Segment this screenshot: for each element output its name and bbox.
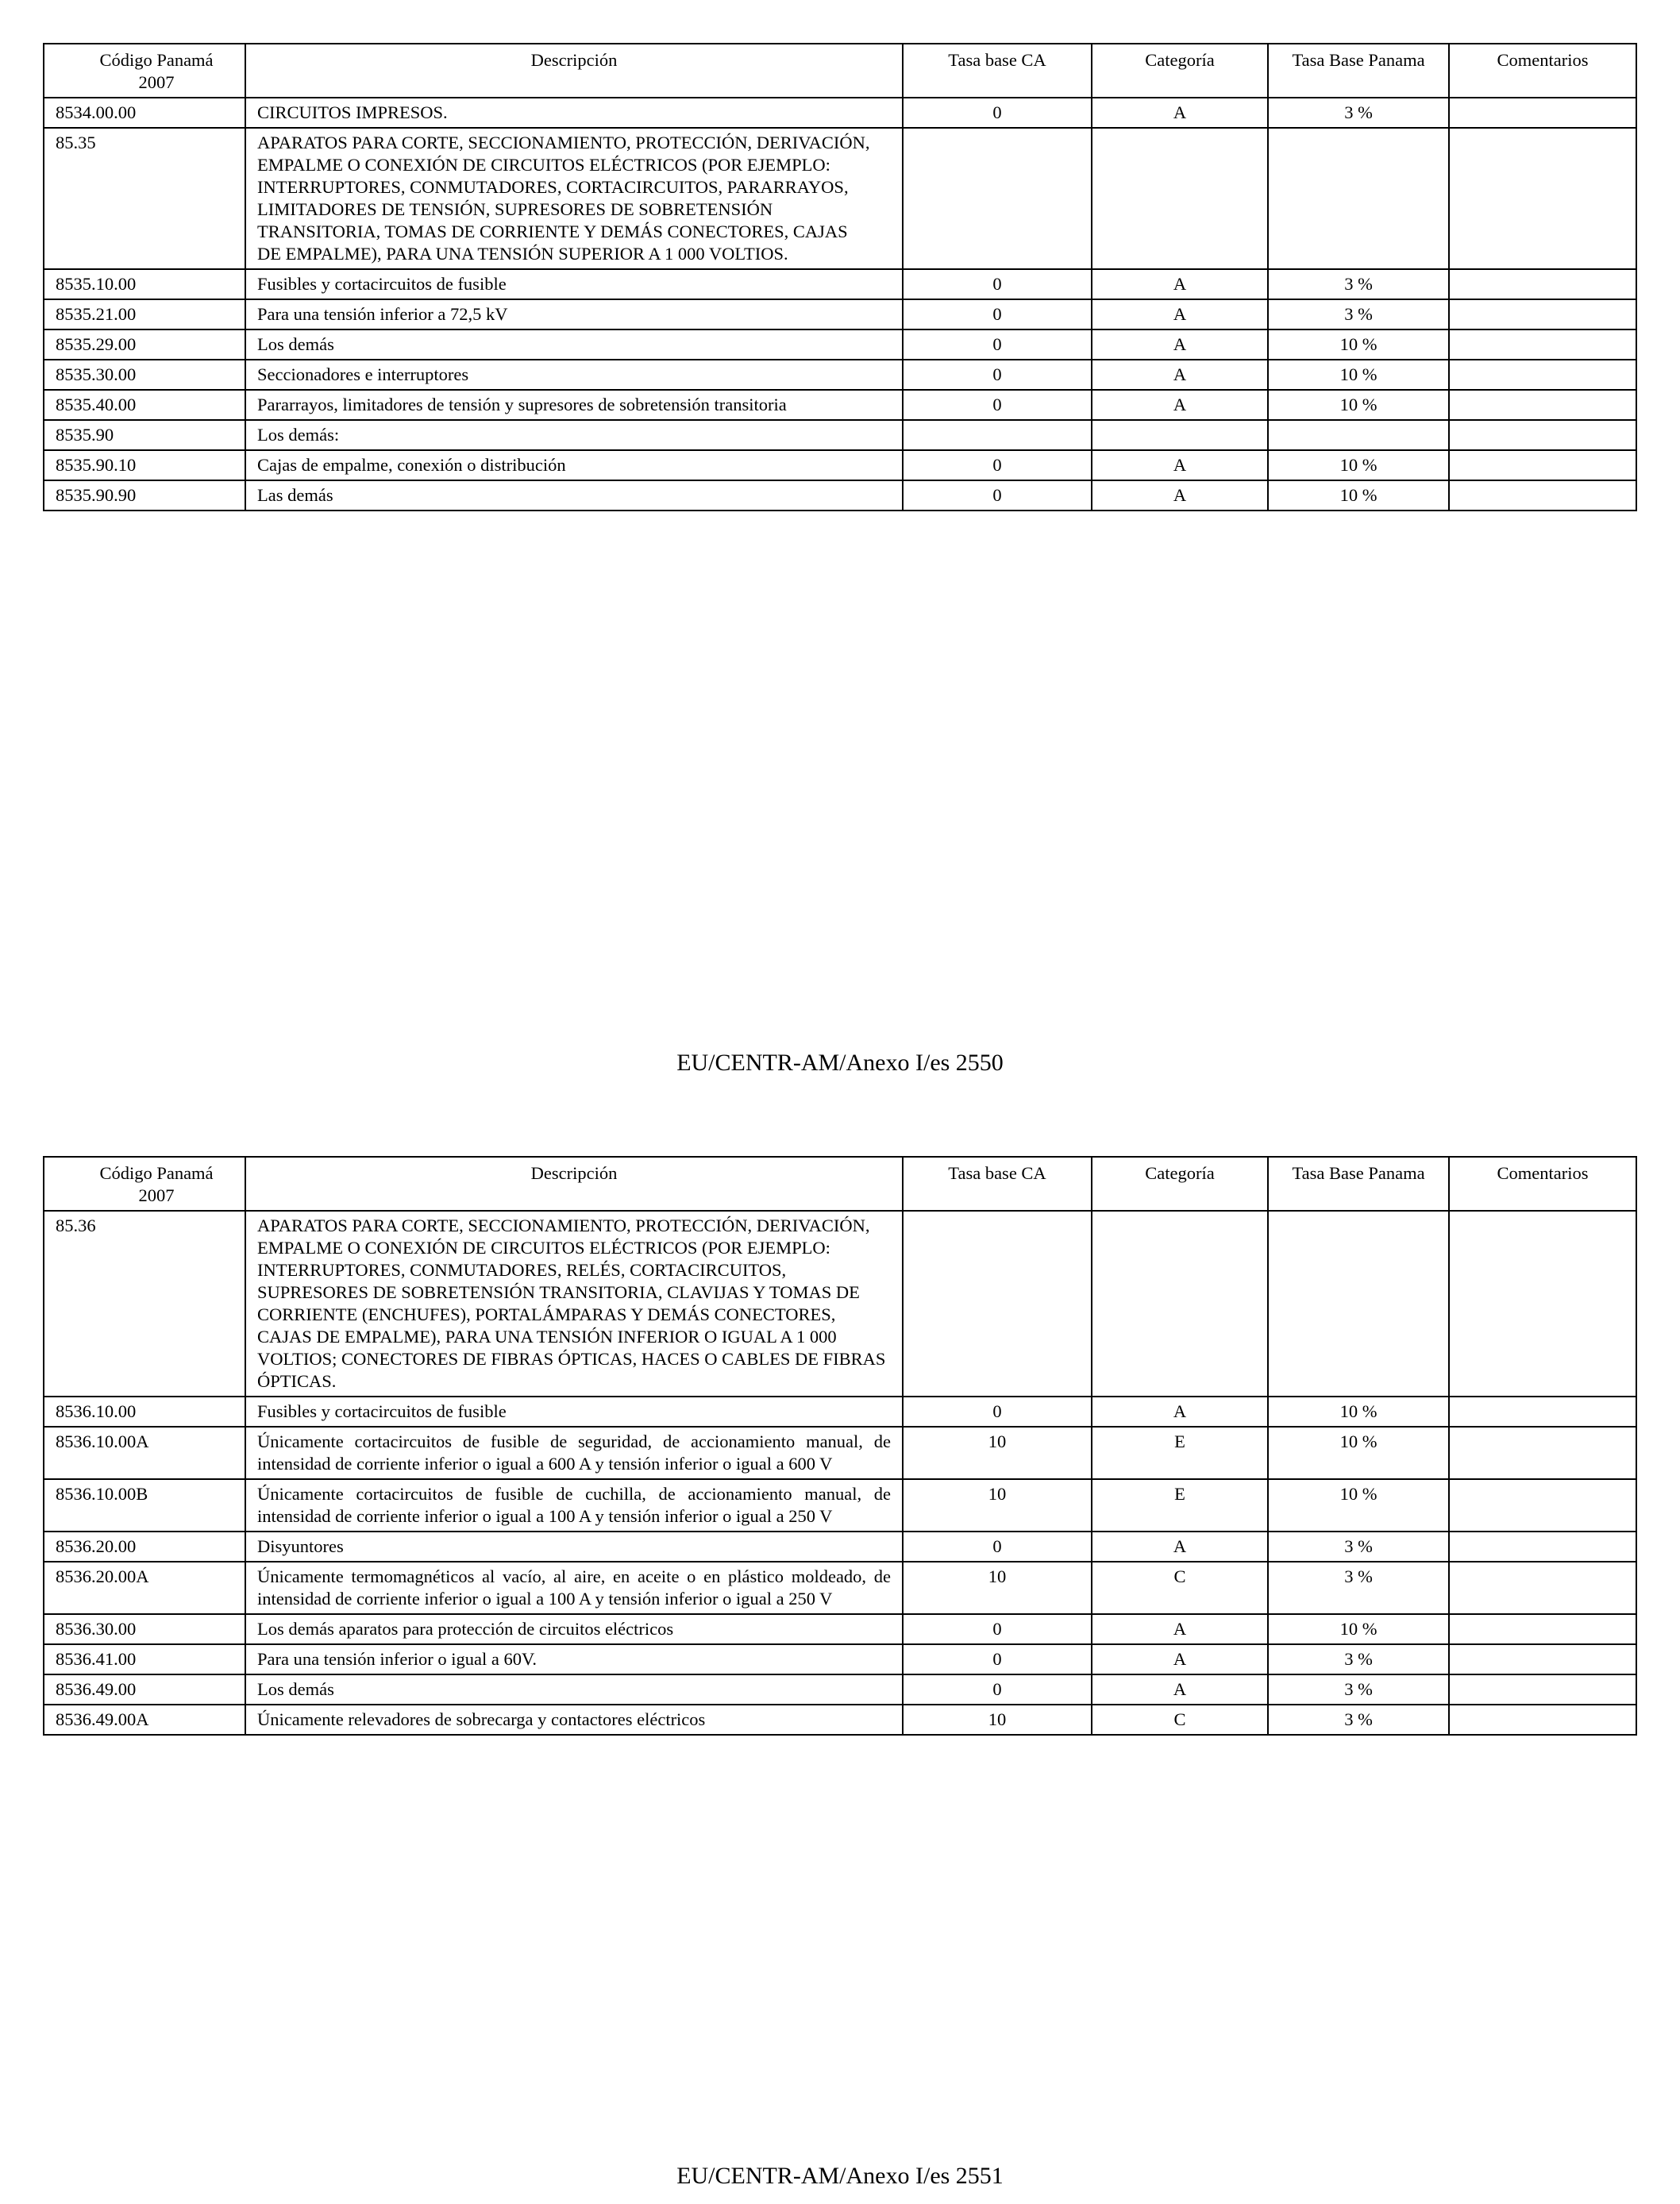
cell-code: 8535.90.10 xyxy=(44,450,245,480)
cell-rate-ca xyxy=(903,128,1092,269)
table-row xyxy=(44,390,1636,420)
cell-comments xyxy=(1449,450,1636,480)
table-row xyxy=(44,1397,1636,1427)
cell-category: A xyxy=(1092,1397,1268,1427)
cell-code: 8535.21.00 xyxy=(44,299,245,329)
tariff-table-page-2551 xyxy=(43,1156,1637,1736)
cell-description: Cajas de empalme, conexión o distribución xyxy=(245,450,903,480)
table-row xyxy=(44,420,1636,450)
cell-rate-panama: 10 % xyxy=(1268,480,1449,511)
table-row xyxy=(44,128,1636,269)
cell-rate-panama: 3 % xyxy=(1268,1705,1449,1735)
table-row xyxy=(44,299,1636,329)
table-row xyxy=(44,269,1636,299)
cell-rate-panama: 10 % xyxy=(1268,450,1449,480)
table-row xyxy=(44,360,1636,390)
cell-comments xyxy=(1449,420,1636,450)
cell-comments xyxy=(1449,98,1636,128)
cell-rate-ca xyxy=(903,420,1092,450)
cell-comments xyxy=(1449,128,1636,269)
cell-code: 8535.90.90 xyxy=(44,480,245,511)
cell-category: E xyxy=(1092,1427,1268,1479)
cell-comments xyxy=(1449,1479,1636,1532)
cell-rate-panama: 3 % xyxy=(1268,98,1449,128)
cell-category: A xyxy=(1092,269,1268,299)
cell-comments xyxy=(1449,1674,1636,1705)
cell-code: 8536.49.00 xyxy=(44,1674,245,1705)
cell-comments xyxy=(1449,1614,1636,1644)
table-row xyxy=(44,329,1636,360)
cell-description: CIRCUITOS IMPRESOS. xyxy=(245,98,903,128)
cell-rate-ca: 0 xyxy=(903,269,1092,299)
cell-rate-panama: 10 % xyxy=(1268,1479,1449,1532)
cell-rate-ca: 0 xyxy=(903,329,1092,360)
cell-rate-ca: 0 xyxy=(903,450,1092,480)
cell-category: C xyxy=(1092,1562,1268,1614)
cell-category: A xyxy=(1092,1644,1268,1674)
cell-rate-panama: 10 % xyxy=(1268,1614,1449,1644)
cell-rate-panama xyxy=(1268,1211,1449,1397)
cell-code: 8534.00.00 xyxy=(44,98,245,128)
header-code: Código Panamá 2007 xyxy=(44,1157,245,1211)
cell-comments xyxy=(1449,329,1636,360)
cell-comments xyxy=(1449,1532,1636,1562)
cell-description: Para una tensión inferior o igual a 60V. xyxy=(245,1644,903,1674)
cell-code: 8536.10.00 xyxy=(44,1397,245,1427)
cell-rate-panama: 10 % xyxy=(1268,390,1449,420)
table-row xyxy=(44,98,1636,128)
cell-rate-ca: 0 xyxy=(903,390,1092,420)
table-row xyxy=(44,1479,1636,1532)
cell-code: 8536.10.00B xyxy=(44,1479,245,1532)
header-category: Categoría xyxy=(1092,44,1268,98)
header-rate-panama: Tasa Base Panama xyxy=(1268,44,1449,98)
table-row xyxy=(44,1614,1636,1644)
header-rate-panama: Tasa Base Panama xyxy=(1268,1157,1449,1211)
table-row xyxy=(44,1644,1636,1674)
cell-rate-ca xyxy=(903,1211,1092,1397)
cell-rate-ca: 0 xyxy=(903,98,1092,128)
cell-code: 8536.41.00 xyxy=(44,1644,245,1674)
header-comments: Comentarios xyxy=(1449,1157,1636,1211)
cell-code: 85.36 xyxy=(44,1211,245,1397)
cell-rate-panama: 3 % xyxy=(1268,1674,1449,1705)
cell-comments xyxy=(1449,360,1636,390)
cell-description: Pararrayos, limitadores de tensión y supresores de sobretensión transitoria xyxy=(245,390,903,420)
cell-category: A xyxy=(1092,1674,1268,1705)
cell-description: Los demás xyxy=(245,329,903,360)
cell-code: 8536.49.00A xyxy=(44,1705,245,1735)
cell-comments xyxy=(1449,390,1636,420)
header-rate-ca: Tasa base CA xyxy=(903,1157,1092,1211)
cell-description: Los demás xyxy=(245,1674,903,1705)
table-row xyxy=(44,480,1636,511)
cell-description: Las demás xyxy=(245,480,903,511)
cell-comments xyxy=(1449,1562,1636,1614)
header-code: Código Panamá 2007 xyxy=(44,44,245,98)
table-row xyxy=(44,1532,1636,1562)
cell-rate-panama: 3 % xyxy=(1268,269,1449,299)
table-row xyxy=(44,1211,1636,1397)
cell-description: Únicamente relevadores de sobrecarga y contactores eléctricos xyxy=(245,1705,903,1735)
cell-description: Únicamente cortacircuitos de fusible de seguridad, de accionamiento manual, de intensidad de corriente inferior o igual a 600 A y tensión inferior o igual a 600 V xyxy=(245,1427,903,1479)
cell-rate-ca: 0 xyxy=(903,1397,1092,1427)
cell-comments xyxy=(1449,269,1636,299)
table-row xyxy=(44,1562,1636,1614)
cell-rate-panama: 3 % xyxy=(1268,1644,1449,1674)
table-row xyxy=(44,1705,1636,1735)
cell-rate-ca: 0 xyxy=(903,480,1092,511)
cell-comments xyxy=(1449,1397,1636,1427)
header-description: Descripción xyxy=(245,1157,903,1211)
cell-description: Seccionadores e interruptores xyxy=(245,360,903,390)
tariff-table-page-2550 xyxy=(43,43,1637,511)
cell-description: Fusibles y cortacircuitos de fusible xyxy=(245,269,903,299)
cell-code: 8535.10.00 xyxy=(44,269,245,299)
cell-comments xyxy=(1449,299,1636,329)
cell-rate-ca: 0 xyxy=(903,1644,1092,1674)
cell-code: 8536.20.00 xyxy=(44,1532,245,1562)
cell-rate-panama: 10 % xyxy=(1268,360,1449,390)
cell-category: A xyxy=(1092,480,1268,511)
cell-code: 8535.30.00 xyxy=(44,360,245,390)
cell-rate-panama xyxy=(1268,420,1449,450)
cell-comments xyxy=(1449,1427,1636,1479)
cell-rate-panama: 10 % xyxy=(1268,1397,1449,1427)
header-comments: Comentarios xyxy=(1449,44,1636,98)
cell-rate-panama: 10 % xyxy=(1268,329,1449,360)
cell-category xyxy=(1092,1211,1268,1397)
cell-comments xyxy=(1449,1644,1636,1674)
cell-code: 8536.30.00 xyxy=(44,1614,245,1644)
cell-description: Los demás aparatos para protección de circuitos eléctricos xyxy=(245,1614,903,1644)
header-rate-ca: Tasa base CA xyxy=(903,44,1092,98)
cell-code: 8535.40.00 xyxy=(44,390,245,420)
cell-description: APARATOS PARA CORTE, SECCIONAMIENTO, PROTECCIÓN, DERIVACIÓN, EMPALME O CONEXIÓN DE CIRCUITOS ELÉCTRICOS (POR EJEMPLO: INTERRUPTORES, CONMUTADORES, CORTACIRCUITOS, PARARRAYOS, LIMITADORES DE TENSIÓN, SUPRESORES DE SOBRETENSIÓN TRANSITORIA, TOMAS DE CORRIENTE Y DEMÁS CONECTORES, CAJAS DE EMPALME), PARA UNA TENSIÓN SUPERIOR A 1 000 VOLTIOS. xyxy=(245,128,903,269)
cell-category: A xyxy=(1092,1614,1268,1644)
cell-rate-panama: 3 % xyxy=(1268,1562,1449,1614)
cell-code: 8535.29.00 xyxy=(44,329,245,360)
table-header-row xyxy=(44,1157,1636,1211)
cell-description: Los demás: xyxy=(245,420,903,450)
cell-description: Únicamente termomagnéticos al vacío, al aire, en aceite o en plástico moldeado, de intensidad de corriente inferior o igual a 100 A y tensión inferior o igual a 250 V xyxy=(245,1562,903,1614)
cell-comments xyxy=(1449,480,1636,511)
header-category: Categoría xyxy=(1092,1157,1268,1211)
header-description: Descripción xyxy=(245,44,903,98)
cell-category xyxy=(1092,128,1268,269)
cell-description: Fusibles y cortacircuitos de fusible xyxy=(245,1397,903,1427)
cell-rate-ca: 10 xyxy=(903,1705,1092,1735)
cell-rate-ca: 10 xyxy=(903,1562,1092,1614)
cell-rate-ca: 0 xyxy=(903,1674,1092,1705)
cell-category: A xyxy=(1092,98,1268,128)
table-row xyxy=(44,450,1636,480)
cell-description: APARATOS PARA CORTE, SECCIONAMIENTO, PROTECCIÓN, DERIVACIÓN, EMPALME O CONEXIÓN DE CIRCUITOS ELÉCTRICOS (POR EJEMPLO: INTERRUPTORES, CONMUTADORES, RELÉS, CORTACIRCUITOS, SUPRESORES DE SOBRETENSIÓN TRANSITORIA, CLAVIJAS Y TOMAS DE CORRIENTE (ENCHUFES), PORTALÁMPARAS Y DEMÁS CONECTORES, CAJAS DE EMPALME), PARA UNA TENSIÓN INFERIOR O IGUAL A 1 000 VOLTIOS; CONECTORES DE FIBRAS ÓPTICAS, HACES O CABLES DE FIBRAS ÓPTICAS. xyxy=(245,1211,903,1397)
cell-category: E xyxy=(1092,1479,1268,1532)
cell-rate-panama: 3 % xyxy=(1268,299,1449,329)
cell-code: 8536.20.00A xyxy=(44,1562,245,1614)
cell-category: A xyxy=(1092,299,1268,329)
table-row xyxy=(44,1427,1636,1479)
cell-code: 85.35 xyxy=(44,128,245,269)
cell-rate-panama: 3 % xyxy=(1268,1532,1449,1562)
cell-category xyxy=(1092,420,1268,450)
cell-comments xyxy=(1449,1705,1636,1735)
cell-category: A xyxy=(1092,329,1268,360)
table-header-row xyxy=(44,44,1636,98)
cell-category: A xyxy=(1092,390,1268,420)
cell-category: A xyxy=(1092,450,1268,480)
cell-description: Disyuntores xyxy=(245,1532,903,1562)
cell-category: A xyxy=(1092,1532,1268,1562)
cell-rate-ca: 0 xyxy=(903,299,1092,329)
table-row xyxy=(44,1674,1636,1705)
cell-description: Para una tensión inferior a 72,5 kV xyxy=(245,299,903,329)
cell-description: Únicamente cortacircuitos de fusible de cuchilla, de accionamiento manual, de intensidad de corriente inferior o igual a 100 A y tensión inferior o igual a 250 V xyxy=(245,1479,903,1532)
cell-code: 8536.10.00A xyxy=(44,1427,245,1479)
page-footer: EU/CENTR-AM/Anexo I/es 2551 xyxy=(676,2163,1004,2189)
cell-code: 8535.90 xyxy=(44,420,245,450)
cell-rate-ca: 0 xyxy=(903,1614,1092,1644)
cell-category: C xyxy=(1092,1705,1268,1735)
page-footer: EU/CENTR-AM/Anexo I/es 2550 xyxy=(676,1050,1004,1076)
cell-rate-ca: 0 xyxy=(903,1532,1092,1562)
cell-rate-ca: 0 xyxy=(903,360,1092,390)
cell-rate-ca: 10 xyxy=(903,1427,1092,1479)
cell-comments xyxy=(1449,1211,1636,1397)
cell-rate-ca: 10 xyxy=(903,1479,1092,1532)
cell-rate-panama xyxy=(1268,128,1449,269)
cell-rate-panama: 10 % xyxy=(1268,1427,1449,1479)
cell-category: A xyxy=(1092,360,1268,390)
